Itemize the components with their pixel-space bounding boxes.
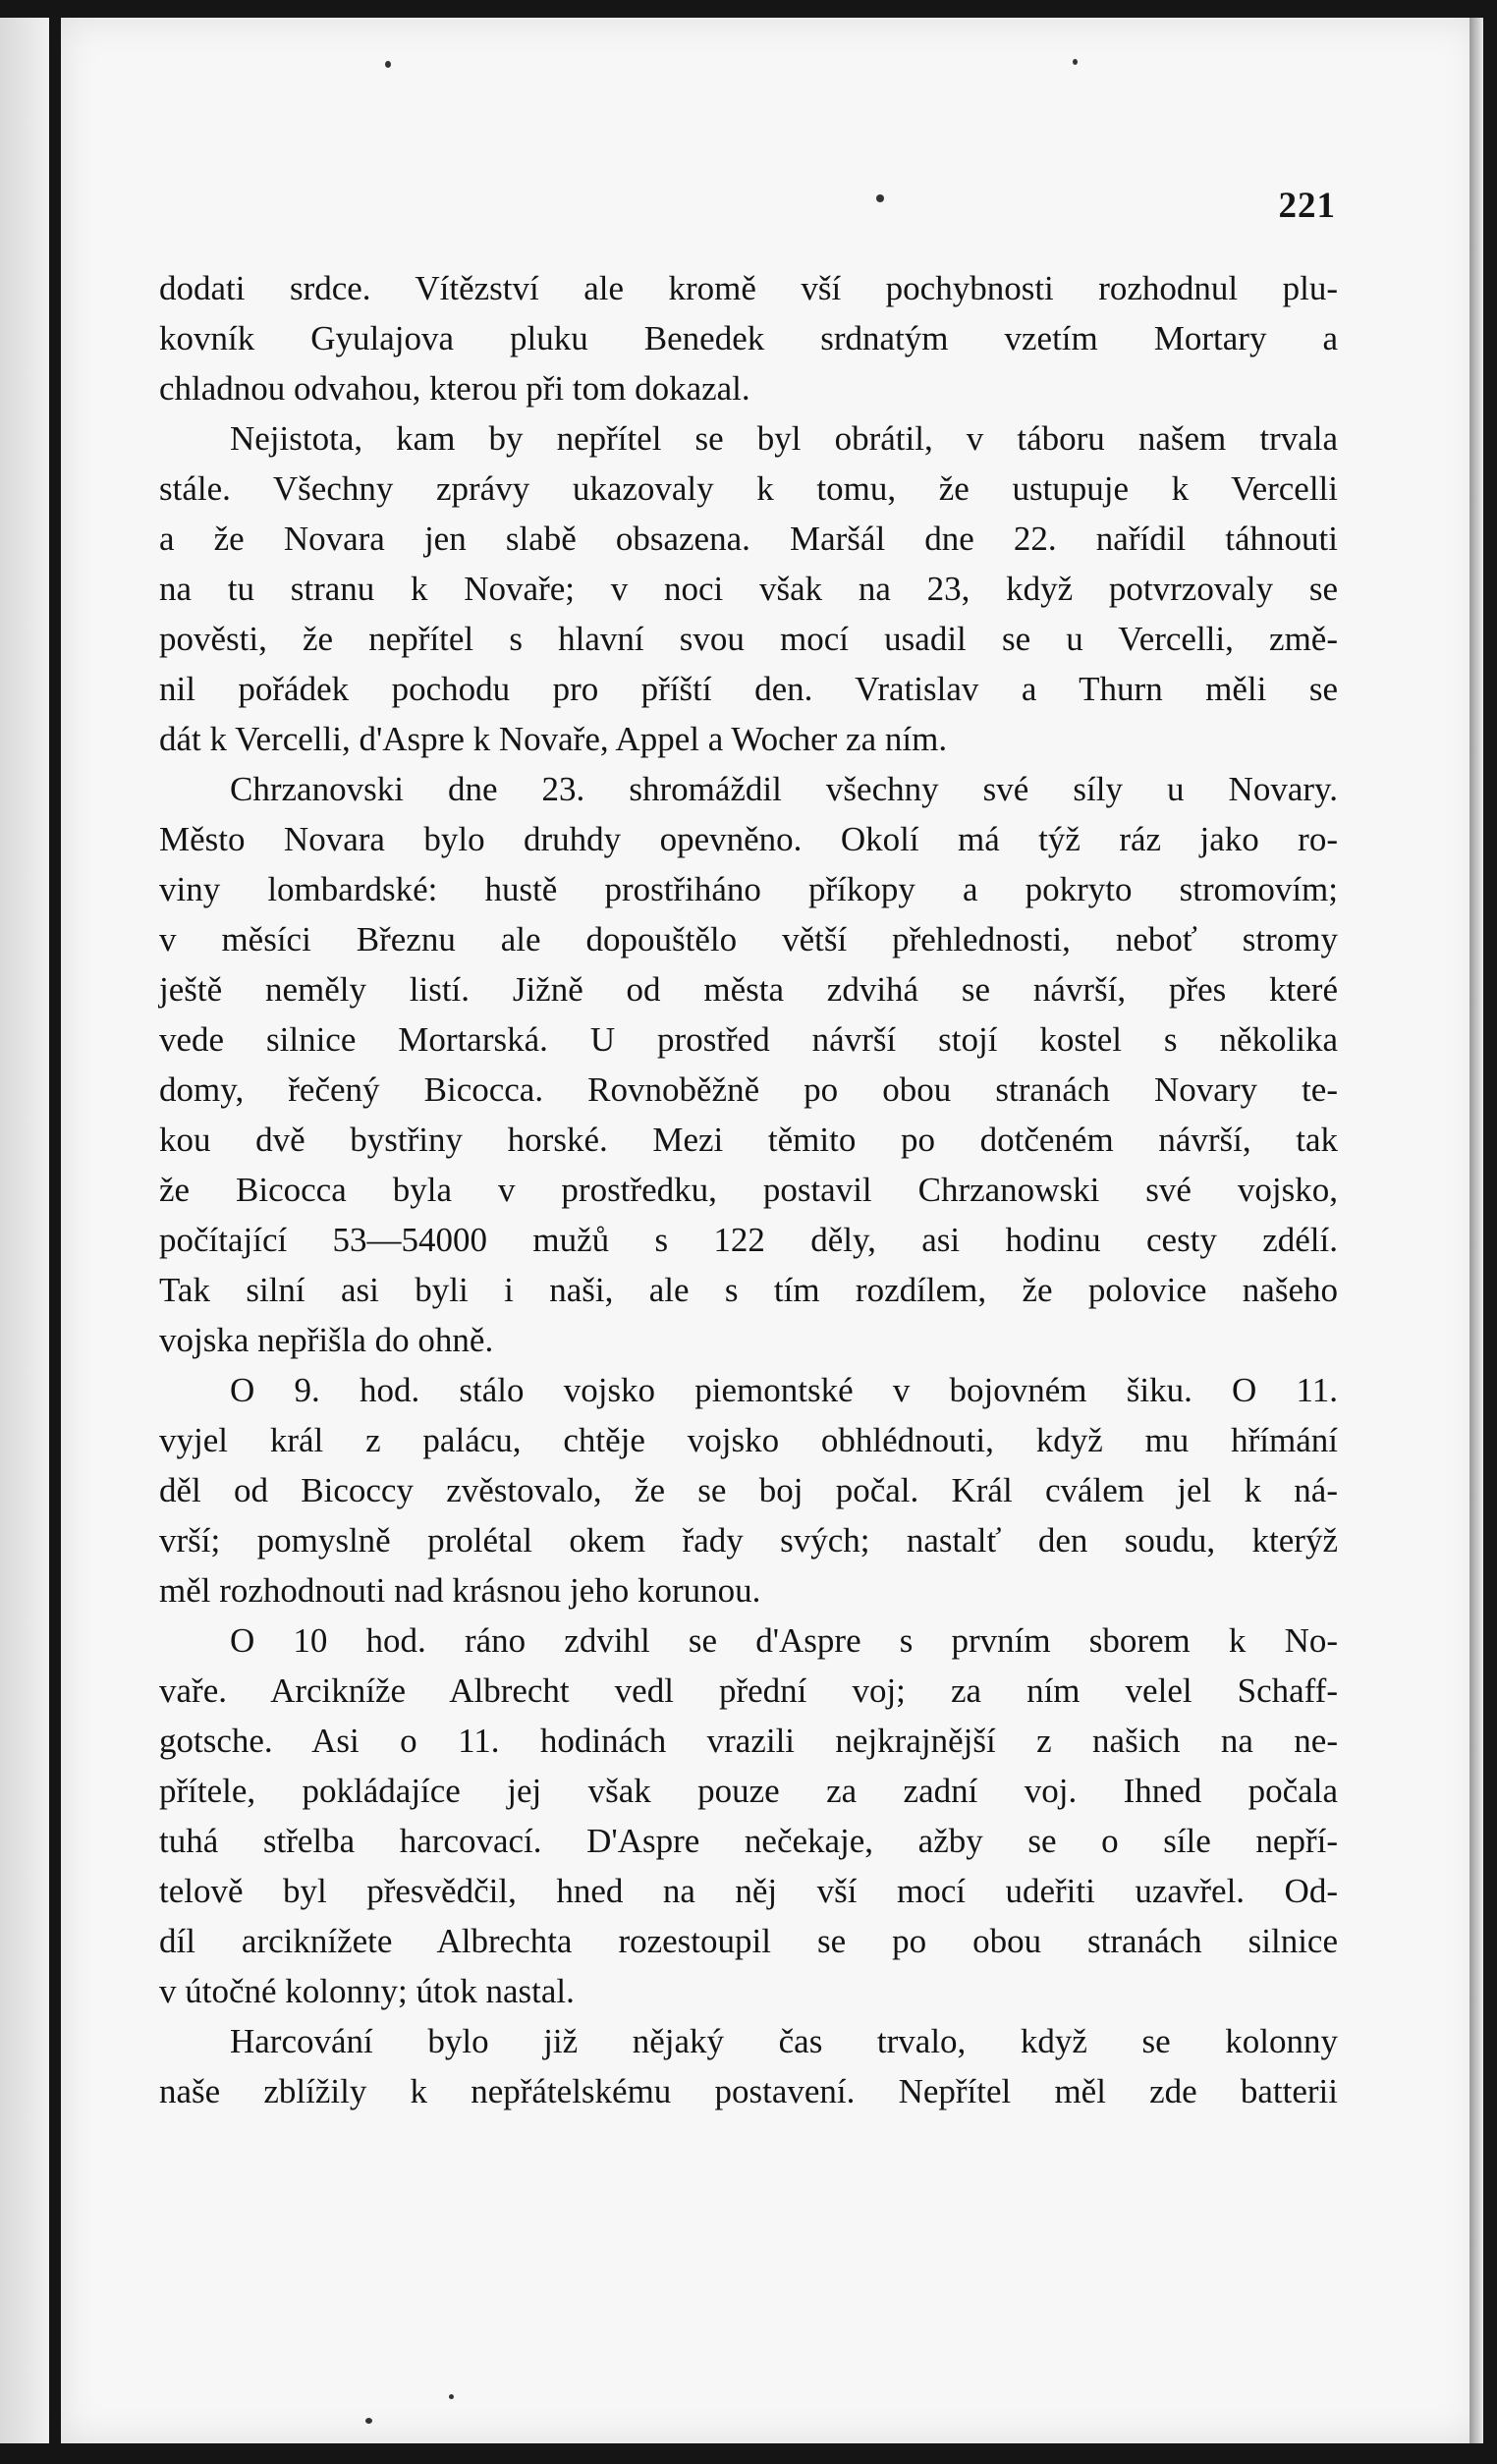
text-line: že Bicocca byla v prostředku, postavil Chrzanowski své vojsko, (159, 1171, 1338, 1209)
text-line: Tak silní asi byli i naši, ale s tím rozdílem, že polovice našeho (159, 1271, 1338, 1309)
text-line: vojska nepřišla do ohně. (159, 1321, 494, 1359)
text-line: viny lombardské: hustě prostřiháno příkopy a pokryto stromovím; (159, 870, 1338, 908)
text-line: vaře. Arcikníže Albrecht vedl přední voj; za ním velel Schaff- (159, 1671, 1338, 1710)
text-line: kou dvě bystřiny horské. Mezi těmito po dotčeném návrší, tak (159, 1121, 1338, 1159)
previous-page-edge (0, 18, 49, 2443)
text-line: naše zblížily k nepřátelskému postavení. Nepřítel měl zde batterii (159, 2072, 1338, 2110)
text-line: tuhá střelba harcovací. D'Aspre nečekaje, ažby se o síle nepří- (159, 1822, 1338, 1860)
text-line: ještě neměly listí. Jižně od města zdvihá se návrší, přes které (159, 970, 1338, 1009)
text-line: vede silnice Mortarská. U prostřed návrší stojí kostel s několika (159, 1020, 1338, 1059)
text-line: dát k Vercelli, d'Aspre k Novaře, Appel a Wocher za ním. (159, 720, 948, 758)
text-line: chladnou odvahou, kterou při tom dokazal. (159, 369, 750, 408)
scan-speck (449, 2394, 454, 2399)
text-line: O 10 hod. ráno zdvihl se d'Aspre s prvním sborem k No- (230, 1621, 1338, 1660)
body-text (159, 263, 1338, 2116)
text-line: Město Novara bylo druhdy opevněno. Okolí má týž ráz jako ro- (159, 820, 1338, 858)
text-line: stále. Všechny zprávy ukazovaly k tomu, že ustupuje k Vercelli (159, 469, 1338, 508)
text-line: dodati srdce. Vítězství ale kromě vší pochybnosti rozhodnul plu- (159, 269, 1338, 307)
text-line: vrší; pomyslně prolétal okem řady svých; nastalť den soudu, kterýž (159, 1521, 1338, 1560)
text-line: v měsíci Březnu ale dopouštělo větší přehlednosti, neboť stromy (159, 920, 1338, 958)
text-line: díl arciknížete Albrechta rozestoupil se po obou stranách silnice (159, 1922, 1338, 1960)
text-line: vyjel král z palácu, chtěje vojsko obhlédnouti, když mu hřímání (159, 1421, 1338, 1459)
scan-speck (385, 61, 391, 68)
text-line: a že Novara jen slabě obsazena. Maršál dne 22. nařídil táhnouti (159, 520, 1338, 558)
text-line: domy, řečený Bicocca. Rovnoběžně po obou stranách Novary te- (159, 1070, 1338, 1109)
page-number: 221 (1278, 186, 1336, 226)
scan-speck (365, 2418, 372, 2424)
text-line: přítele, pokládajíce jej však pouze za zadní voj. Ihned počala (159, 1772, 1338, 1810)
text-line: Nejistota, kam by nepřítel se byl obrátil, v táboru našem trvala (230, 419, 1338, 458)
text-line: Harcování bylo již nějaký čas trvalo, když se kolonny (230, 2022, 1338, 2060)
text-line: Chrzanovski dne 23. shromáždil všechny své síly u Novary. (230, 770, 1338, 808)
text-line: děl od Bicoccy zvěstovalo, že se boj počal. Král cválem jel k ná- (159, 1471, 1338, 1509)
scan-speck (876, 194, 884, 202)
text-line: telově byl přesvědčil, hned na něj vší mocí udeřiti uzavřel. Od- (159, 1872, 1338, 1910)
text-line: O 9. hod. stálo vojsko piemontské v bojovném šiku. O 11. (230, 1371, 1338, 1409)
text-line: na tu stranu k Novaře; v noci však na 23, když potvrzovaly se (159, 570, 1338, 608)
text-line: pověsti, že nepřítel s hlavní svou mocí usadil se u Vercelli, změ- (159, 620, 1338, 658)
text-line: nil pořádek pochodu pro příští den. Vratislav a Thurn měli se (159, 670, 1338, 708)
text-line: gotsche. Asi o 11. hodinách vrazili nejkrajnější z našich na ne- (159, 1722, 1338, 1760)
text-line: počítající 53—54000 mužů s 122 děly, asi hodinu cesty zdélí. (159, 1221, 1338, 1259)
text-line: měl rozhodnouti nad krásnou jeho korunou. (159, 1571, 761, 1610)
page-right-edge (1469, 18, 1483, 2443)
text-line: kovník Gyulajova pluku Benedek srdnatým vzetím Mortary a (159, 319, 1338, 357)
text-line: v útočné kolonny; útok nastal. (159, 1972, 575, 2010)
scan-speck (1073, 59, 1078, 65)
